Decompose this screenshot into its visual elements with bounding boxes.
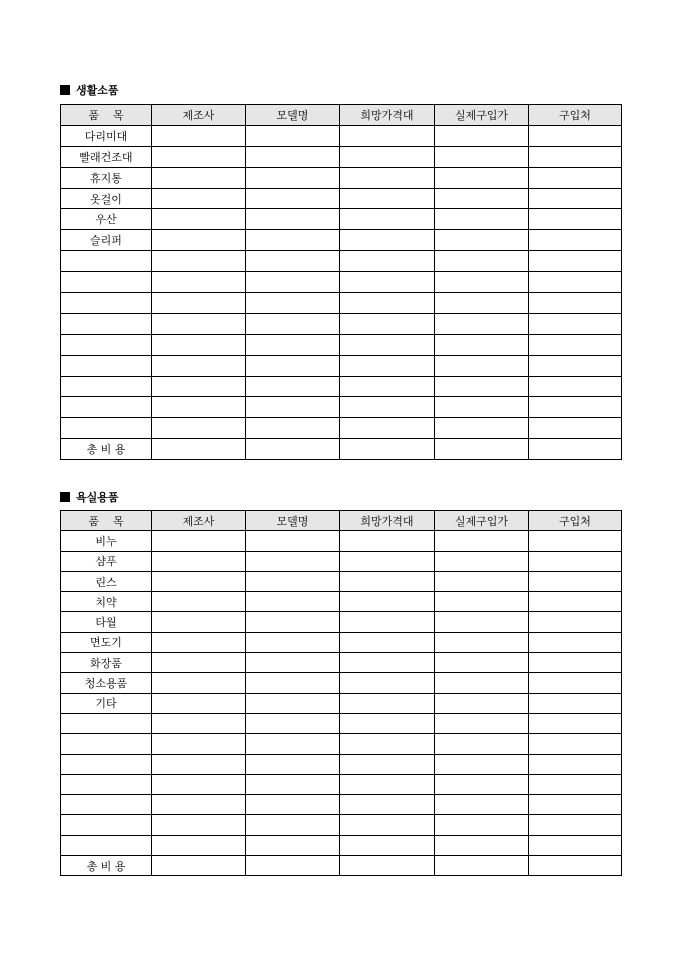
cell-desired-price[interactable] xyxy=(340,355,435,376)
table-header-row xyxy=(61,105,622,126)
cell-desired-price[interactable] xyxy=(340,571,435,591)
cell-manufacturer[interactable] xyxy=(152,795,246,815)
cell-manufacturer[interactable] xyxy=(152,693,246,713)
total-cell-actual-price[interactable] xyxy=(435,856,529,876)
cell-desired-price[interactable] xyxy=(340,713,435,733)
cell-model[interactable] xyxy=(246,293,340,314)
cell-store[interactable] xyxy=(529,835,622,855)
cell-actual-price[interactable] xyxy=(435,272,529,293)
cell-store[interactable] xyxy=(529,230,622,251)
cell-store[interactable] xyxy=(529,146,622,167)
cell-desired-price[interactable] xyxy=(340,673,435,693)
section-title-text: 욕실용품 xyxy=(76,491,119,504)
square-bullet-icon xyxy=(60,492,70,502)
cell-store[interactable] xyxy=(529,774,622,794)
cell-manufacturer[interactable] xyxy=(152,632,246,652)
total-row xyxy=(61,856,622,876)
cell-actual-price[interactable] xyxy=(435,418,529,439)
cell-actual-price[interactable] xyxy=(435,734,529,754)
cell-manufacturer[interactable] xyxy=(152,612,246,632)
cell-item: 면도기 xyxy=(61,632,152,652)
cell-manufacturer[interactable] xyxy=(152,713,246,733)
cell-item: 타월 xyxy=(61,612,152,632)
cell-model[interactable] xyxy=(246,835,340,855)
cell-model[interactable] xyxy=(246,673,340,693)
cell-item xyxy=(61,713,152,733)
cell-model[interactable] xyxy=(246,531,340,551)
table-row xyxy=(61,673,622,693)
cell-desired-price[interactable] xyxy=(340,272,435,293)
cell-model[interactable] xyxy=(246,167,340,188)
cell-model[interactable] xyxy=(246,815,340,835)
cell-item xyxy=(61,272,152,293)
cell-actual-price[interactable] xyxy=(435,531,529,551)
table-row xyxy=(61,795,622,815)
table-row xyxy=(61,571,622,591)
cell-store[interactable] xyxy=(529,293,622,314)
cell-store[interactable] xyxy=(529,815,622,835)
table-row xyxy=(61,531,622,551)
cell-actual-price[interactable] xyxy=(435,188,529,209)
total-cell-store[interactable] xyxy=(529,856,622,876)
cell-actual-price[interactable] xyxy=(435,713,529,733)
table-row xyxy=(61,355,622,376)
cell-manufacturer[interactable] xyxy=(152,293,246,314)
cell-model[interactable] xyxy=(246,397,340,418)
cell-manufacturer[interactable] xyxy=(152,397,246,418)
cell-manufacturer[interactable] xyxy=(152,835,246,855)
cell-model[interactable] xyxy=(246,146,340,167)
cell-actual-price[interactable] xyxy=(435,632,529,652)
cell-manufacturer[interactable] xyxy=(152,355,246,376)
cell-manufacturer[interactable] xyxy=(152,815,246,835)
cell-desired-price[interactable] xyxy=(340,125,435,146)
cell-store[interactable] xyxy=(529,713,622,733)
header-store: 구입처 xyxy=(529,105,622,126)
cell-model[interactable] xyxy=(246,713,340,733)
cell-manufacturer[interactable] xyxy=(152,313,246,334)
cell-item: 빨래건조대 xyxy=(61,146,152,167)
cell-store[interactable] xyxy=(529,612,622,632)
cell-actual-price[interactable] xyxy=(435,571,529,591)
cell-model[interactable] xyxy=(246,551,340,571)
total-cell-model[interactable] xyxy=(246,439,340,460)
table-row xyxy=(61,713,622,733)
cell-desired-price[interactable] xyxy=(340,293,435,314)
living-goods-table xyxy=(60,104,622,460)
cell-model[interactable] xyxy=(246,653,340,673)
table-row xyxy=(61,835,622,855)
table-row xyxy=(61,313,622,334)
cell-store[interactable] xyxy=(529,571,622,591)
cell-actual-price[interactable] xyxy=(435,355,529,376)
cell-manufacturer[interactable] xyxy=(152,376,246,397)
cell-store[interactable] xyxy=(529,795,622,815)
cell-item xyxy=(61,835,152,855)
cell-model[interactable] xyxy=(246,125,340,146)
table-row xyxy=(61,397,622,418)
cell-item: 다리미대 xyxy=(61,125,152,146)
header-model: 모델명 xyxy=(246,511,340,531)
cell-model[interactable] xyxy=(246,754,340,774)
cell-model[interactable] xyxy=(246,251,340,272)
cell-item: 화장품 xyxy=(61,653,152,673)
cell-model[interactable] xyxy=(246,188,340,209)
cell-desired-price[interactable] xyxy=(340,795,435,815)
cell-desired-price[interactable] xyxy=(340,693,435,713)
cell-model[interactable] xyxy=(246,693,340,713)
cell-store[interactable] xyxy=(529,754,622,774)
header-manufacturer: 제조사 xyxy=(152,105,246,126)
table-row xyxy=(61,376,622,397)
table-row xyxy=(61,693,622,713)
cell-manufacturer[interactable] xyxy=(152,251,246,272)
table-row xyxy=(61,230,622,251)
cell-desired-price[interactable] xyxy=(340,334,435,355)
header-actual-price: 실제구입가 xyxy=(435,511,529,531)
total-cell-actual-price[interactable] xyxy=(435,439,529,460)
cell-actual-price[interactable] xyxy=(435,125,529,146)
cell-manufacturer[interactable] xyxy=(152,571,246,591)
cell-desired-price[interactable] xyxy=(340,167,435,188)
cell-desired-price[interactable] xyxy=(340,754,435,774)
cell-manufacturer[interactable] xyxy=(152,209,246,230)
section-title xyxy=(60,82,119,98)
cell-model[interactable] xyxy=(246,418,340,439)
table-row xyxy=(61,815,622,835)
cell-model[interactable] xyxy=(246,376,340,397)
total-cell-desired-price[interactable] xyxy=(340,439,435,460)
cell-manufacturer[interactable] xyxy=(152,653,246,673)
cell-item xyxy=(61,815,152,835)
cell-store[interactable] xyxy=(529,334,622,355)
cell-model[interactable] xyxy=(246,612,340,632)
cell-model[interactable] xyxy=(246,592,340,612)
cell-actual-price[interactable] xyxy=(435,835,529,855)
table-row xyxy=(61,734,622,754)
cell-actual-price[interactable] xyxy=(435,146,529,167)
cell-manufacturer[interactable] xyxy=(152,673,246,693)
cell-store[interactable] xyxy=(529,272,622,293)
cell-item: 옷걸이 xyxy=(61,188,152,209)
table-row xyxy=(61,592,622,612)
cell-store[interactable] xyxy=(529,376,622,397)
total-cell-desired-price[interactable] xyxy=(340,856,435,876)
header-item: 품 목 xyxy=(61,511,152,531)
cell-manufacturer[interactable] xyxy=(152,551,246,571)
cell-desired-price[interactable] xyxy=(340,653,435,673)
cell-desired-price[interactable] xyxy=(340,146,435,167)
cell-model[interactable] xyxy=(246,230,340,251)
table-row xyxy=(61,188,622,209)
cell-manufacturer[interactable] xyxy=(152,188,246,209)
cell-store[interactable] xyxy=(529,673,622,693)
cell-manufacturer[interactable] xyxy=(152,734,246,754)
total-label: 총 비 용 xyxy=(61,856,152,876)
cell-item: 슬리퍼 xyxy=(61,230,152,251)
cell-desired-price[interactable] xyxy=(340,376,435,397)
cell-store[interactable] xyxy=(529,209,622,230)
cell-actual-price[interactable] xyxy=(435,815,529,835)
cell-item xyxy=(61,334,152,355)
cell-desired-price[interactable] xyxy=(340,592,435,612)
cell-item xyxy=(61,293,152,314)
cell-desired-price[interactable] xyxy=(340,188,435,209)
cell-actual-price[interactable] xyxy=(435,551,529,571)
cell-item: 린스 xyxy=(61,571,152,591)
header-store: 구입처 xyxy=(529,511,622,531)
header-item: 품 목 xyxy=(61,105,152,126)
cell-desired-price[interactable] xyxy=(340,612,435,632)
cell-manufacturer[interactable] xyxy=(152,531,246,551)
total-cell-manufacturer[interactable] xyxy=(152,439,246,460)
cell-manufacturer[interactable] xyxy=(152,272,246,293)
cell-actual-price[interactable] xyxy=(435,693,529,713)
header-manufacturer: 제조사 xyxy=(152,511,246,531)
cell-desired-price[interactable] xyxy=(340,734,435,754)
cell-actual-price[interactable] xyxy=(435,612,529,632)
square-bullet-icon xyxy=(60,85,70,95)
section-title xyxy=(60,489,119,505)
cell-desired-price[interactable] xyxy=(340,835,435,855)
cell-actual-price[interactable] xyxy=(435,293,529,314)
table-row xyxy=(61,418,622,439)
cell-item xyxy=(61,734,152,754)
table-row xyxy=(61,272,622,293)
cell-actual-price[interactable] xyxy=(435,673,529,693)
cell-store[interactable] xyxy=(529,188,622,209)
cell-manufacturer[interactable] xyxy=(152,418,246,439)
cell-desired-price[interactable] xyxy=(340,251,435,272)
cell-manufacturer[interactable] xyxy=(152,592,246,612)
cell-item: 휴지통 xyxy=(61,167,152,188)
cell-manufacturer[interactable] xyxy=(152,774,246,794)
cell-item xyxy=(61,754,152,774)
total-label: 총 비 용 xyxy=(61,439,152,460)
table-row xyxy=(61,612,622,632)
cell-item xyxy=(61,418,152,439)
cell-item: 비누 xyxy=(61,531,152,551)
cell-store[interactable] xyxy=(529,551,622,571)
cell-store[interactable] xyxy=(529,418,622,439)
cell-item xyxy=(61,795,152,815)
cell-store[interactable] xyxy=(529,693,622,713)
cell-manufacturer[interactable] xyxy=(152,125,246,146)
cell-desired-price[interactable] xyxy=(340,551,435,571)
total-cell-model[interactable] xyxy=(246,856,340,876)
cell-desired-price[interactable] xyxy=(340,397,435,418)
cell-model[interactable] xyxy=(246,734,340,754)
cell-store[interactable] xyxy=(529,592,622,612)
cell-actual-price[interactable] xyxy=(435,209,529,230)
cell-desired-price[interactable] xyxy=(340,418,435,439)
cell-desired-price[interactable] xyxy=(340,531,435,551)
cell-store[interactable] xyxy=(529,167,622,188)
cell-store[interactable] xyxy=(529,397,622,418)
cell-manufacturer[interactable] xyxy=(152,334,246,355)
cell-actual-price[interactable] xyxy=(435,795,529,815)
section-title-text: 생활소품 xyxy=(76,84,119,97)
cell-actual-price[interactable] xyxy=(435,334,529,355)
table-row xyxy=(61,551,622,571)
header-desired-price: 희망가격대 xyxy=(340,511,435,531)
cell-store[interactable] xyxy=(529,734,622,754)
cell-store[interactable] xyxy=(529,313,622,334)
cell-actual-price[interactable] xyxy=(435,397,529,418)
cell-item: 우산 xyxy=(61,209,152,230)
table-row xyxy=(61,167,622,188)
cell-item xyxy=(61,397,152,418)
cell-model[interactable] xyxy=(246,774,340,794)
cell-model[interactable] xyxy=(246,272,340,293)
total-cell-manufacturer[interactable] xyxy=(152,856,246,876)
header-desired-price: 희망가격대 xyxy=(340,105,435,126)
cell-manufacturer[interactable] xyxy=(152,167,246,188)
cell-model[interactable] xyxy=(246,355,340,376)
cell-model[interactable] xyxy=(246,313,340,334)
total-row xyxy=(61,439,622,460)
cell-model[interactable] xyxy=(246,334,340,355)
cell-actual-price[interactable] xyxy=(435,592,529,612)
table-header-row xyxy=(61,511,622,531)
total-cell-store[interactable] xyxy=(529,439,622,460)
table-row xyxy=(61,293,622,314)
table-row xyxy=(61,632,622,652)
table-row xyxy=(61,653,622,673)
cell-manufacturer[interactable] xyxy=(152,230,246,251)
cell-item xyxy=(61,774,152,794)
cell-model[interactable] xyxy=(246,209,340,230)
cell-actual-price[interactable] xyxy=(435,167,529,188)
cell-actual-price[interactable] xyxy=(435,653,529,673)
cell-item: 기타 xyxy=(61,693,152,713)
cell-actual-price[interactable] xyxy=(435,251,529,272)
header-actual-price: 실제구입가 xyxy=(435,105,529,126)
cell-actual-price[interactable] xyxy=(435,774,529,794)
header-model: 모델명 xyxy=(246,105,340,126)
table-row xyxy=(61,754,622,774)
cell-store[interactable] xyxy=(529,355,622,376)
table-row xyxy=(61,774,622,794)
cell-actual-price[interactable] xyxy=(435,754,529,774)
cell-desired-price[interactable] xyxy=(340,815,435,835)
cell-item xyxy=(61,251,152,272)
cell-store[interactable] xyxy=(529,653,622,673)
cell-actual-price[interactable] xyxy=(435,313,529,334)
cell-item: 치약 xyxy=(61,592,152,612)
table-row xyxy=(61,209,622,230)
cell-actual-price[interactable] xyxy=(435,376,529,397)
table-row xyxy=(61,251,622,272)
cell-store[interactable] xyxy=(529,531,622,551)
cell-desired-price[interactable] xyxy=(340,209,435,230)
cell-item xyxy=(61,313,152,334)
cell-model[interactable] xyxy=(246,632,340,652)
cell-store[interactable] xyxy=(529,632,622,652)
cell-item: 청소용품 xyxy=(61,673,152,693)
cell-item: 샴푸 xyxy=(61,551,152,571)
cell-store[interactable] xyxy=(529,125,622,146)
table-row xyxy=(61,334,622,355)
cell-manufacturer[interactable] xyxy=(152,146,246,167)
cell-model[interactable] xyxy=(246,795,340,815)
cell-manufacturer[interactable] xyxy=(152,754,246,774)
cell-actual-price[interactable] xyxy=(435,230,529,251)
cell-model[interactable] xyxy=(246,571,340,591)
cell-item xyxy=(61,355,152,376)
cell-desired-price[interactable] xyxy=(340,313,435,334)
cell-store[interactable] xyxy=(529,251,622,272)
cell-item xyxy=(61,376,152,397)
cell-desired-price[interactable] xyxy=(340,230,435,251)
table-row xyxy=(61,146,622,167)
cell-desired-price[interactable] xyxy=(340,774,435,794)
table-row xyxy=(61,125,622,146)
cell-desired-price[interactable] xyxy=(340,632,435,652)
bathroom-goods-table xyxy=(60,510,622,876)
